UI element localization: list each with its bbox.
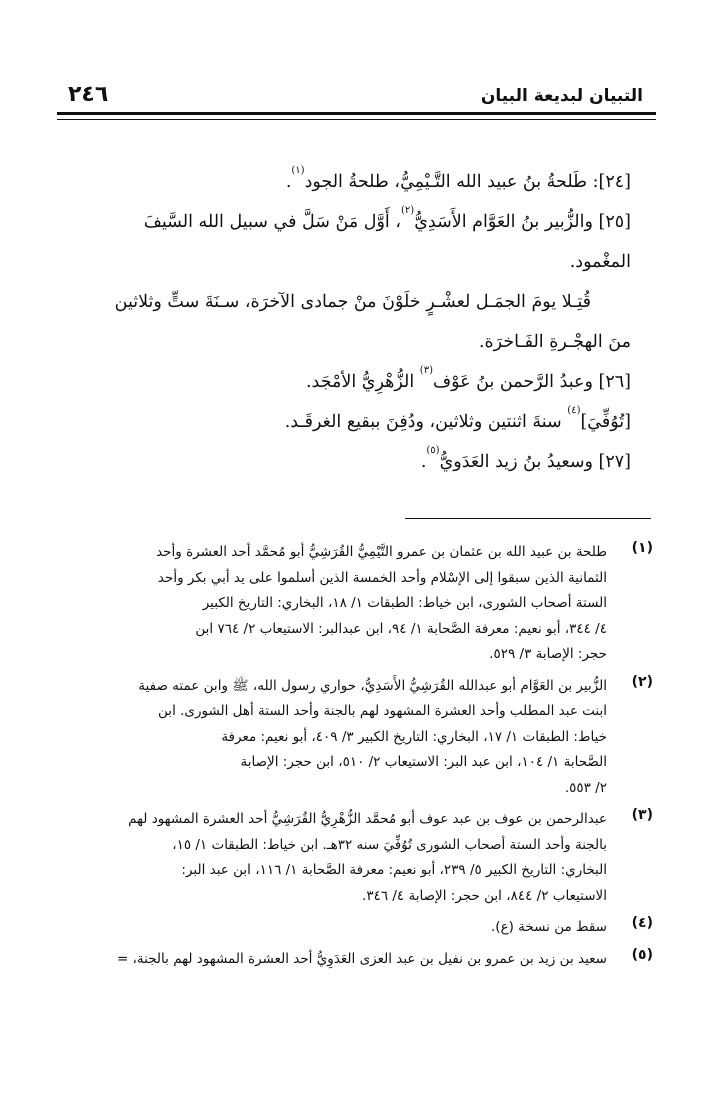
verse-26-cont: [تُوُفِّيَ]$^{(٤)}$ سنةَ اثنتين وثلاثين، ودُفِنَ ببقيع الغرقَـد. [284,405,631,432]
footnote-number: (٣) [631,807,653,823]
footnote-ref[interactable]: (٥) [426,445,440,456]
footnote-number: (٤) [631,915,653,931]
footnote-5: (٥) سعيد بن زيد بن عمرو بن نفيل بن عبد العزى العَدَوِيُّ أحد العشرة المشهود لهم بالجنة، = [116,946,653,967]
footnote-separator [405,518,651,519]
header-rule-thin [57,119,656,120]
verse-25-cont: المغْمود. [569,252,631,272]
footnote-ref[interactable]: (١) [291,165,305,176]
footnotes [74,540,653,978]
footnote-ref[interactable]: (٤) [567,405,581,416]
footnote-number: (١) [631,540,653,556]
footnote-ref[interactable]: (٣) [419,365,433,376]
running-header [60,82,653,108]
footnote-number: (٢) [631,673,653,690]
verse-26: [٢٦] وعبدُ الرَّحمن بنُ عَوْف$^{(٣)}$ الزُّهْرِيُّ الأمْجَد. [305,365,631,392]
verse-25: [٢٥] والزُّبير بنُ العَوَّام الأَسَدِيُّ$^{(٢)}$، أَوَّل مَنْ سَلَّ في سبيل الله السَّيفَ [143,205,631,232]
footnote-3: (٣) عبدالرحمن بن عوف بن عبد عوف أبو مُحمَّد الزُّهْرِيُّ القُرَشِيُّ أحد العشرة المشهود لهم بالجنة وأحد الستة أصحاب الشورى تُوُفِّيَ سنه ٣٢هـ. ابن خياط: الطبقات ١/ ١٥، البخاري: التاريخ الكبير ٥/ ٢٣٩، أبو نعيم: معرفة الصَّحابة ١/ ١١٦، ابن عبد البر: الاستيعاب ٢/ ٨٤٤، ابن حجر: الإصابة ٤/ ٣٤٦. [128,807,653,904]
footnote-number: (٥) [631,946,653,963]
footnote-ref[interactable]: (٢) [401,205,415,216]
verse-27: [٢٧] وسعيدُ بنُ زيد العَدَويُّ$^{(٥)}$. [420,445,631,472]
footnote-1: (١) طلحة بن عبيد الله بن عثمان بن عمرو التَّيْمِيُّ القُرَشِيُّ أبو مُحمَّد أحد العشرة وأحد الثمانية الذين سبقوا إلى الإسْلام وأحد الخمسة الذين أسلموا على يد أبي بكر وأحد الستة أصحاب الشورى، ابن خياط: الطبقات ١/ ١٨، البخاري: التاريخ الكبير ٤/ ٣٤٤، أبو نعيم: معرفة الصَّحابة ١/ ٩٤، ابن عبدالبر: الاستيعاب ٢/ ٧٦٤ ابن حجر: الإصابة ٣/ ٥٢٩. [156,540,653,662]
footnote-2: (٢) الزُّبير بن العَوَّام أبو عبدالله القُرَشِيُّ الأَسَدِيُّ، حواري رسول الله، ﷺ وابن عمته صفية ابنت عبد المطلب وأحد العشرة المشهود لهم بالجنة وأحد الستة أهل الشورى. ابن خياط: الطبقات ١/ ١٧، البخاري: التاريخ الكبير ٣/ ٤٠٩، أبو نعيم: معرفة الصَّحابة ١/ ١٠٤، ابن عبد البر: الاستيعاب ٢/ ٥١٠، ابن حجر: الإصابة ٢/ ٥٥٣. [138,673,653,796]
verse-commentary: قُتِـلا يومَ الجمَـل لعشْـرٍ خلَوْنَ منْ جمادى الآخرَة، سـنَةَ ستٍّ وثلاثين [114,292,591,312]
header-rule-thick [57,112,656,115]
main-text [70,162,631,482]
page-number: ٢٤٦ [68,82,109,107]
book-title: التبيان لبديعة البيان [480,86,643,106]
verse-commentary-cont: منَ الهجْـرةِ الفَـاخرَة. [478,332,631,352]
verse-24: [٢٤]: طَلحةُ بنُ عبيد الله التَّـيْمِيُّ، طلحةُ الجود$^{(١)}$. [285,165,631,192]
footnote-4: (٤) سقط من نسخة (ع). [491,915,653,935]
